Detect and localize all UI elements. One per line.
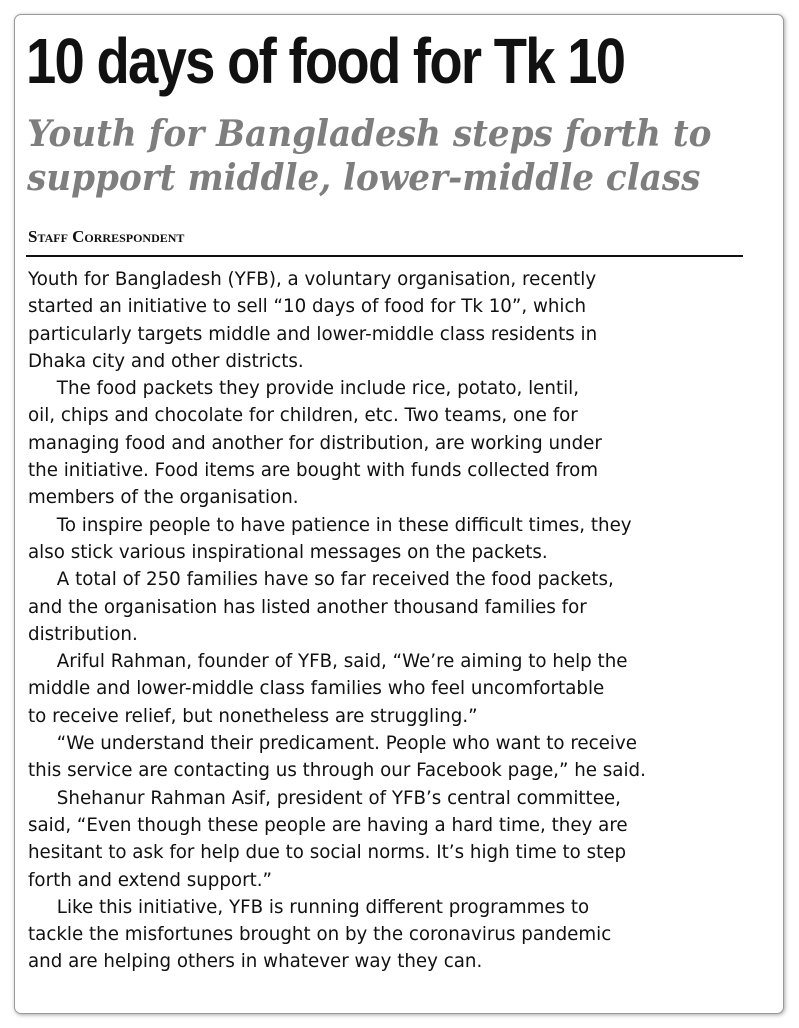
body-line: the initiative. Food items are bought with funds collected from: [28, 459, 599, 482]
body-line: and the organisation has listed another thousand families for: [28, 595, 587, 618]
body-line: A total of 250 families have so far received the food packets,: [56, 568, 614, 591]
byline: Staff Correspondent: [28, 227, 185, 246]
body-line: The food packets they provide include rice, potato, lentil,: [56, 377, 580, 400]
body-line: started an initiative to sell “10 days of food for Tk 10”, which: [28, 295, 587, 318]
body-line: forth and extend support.”: [28, 868, 272, 891]
article-body: [28, 266, 763, 976]
body-line: to receive relief, but nonetheless are struggling.”: [28, 704, 478, 727]
paragraph-families: [28, 566, 734, 648]
byline-divider: [26, 255, 743, 257]
subheadline-line: support middle, lower-middle class: [27, 157, 701, 199]
paragraph-intro: [28, 266, 734, 375]
body-line: said, “Even though these people are having a hard time, they are: [28, 813, 628, 836]
body-line: distribution.: [28, 622, 138, 645]
body-line: and are helping others in whatever way they can.: [28, 950, 483, 973]
subheadline: [27, 112, 711, 200]
paragraph-founder-quote: [28, 648, 734, 730]
body-line: members of the organisation.: [28, 486, 299, 509]
body-line: oil, chips and chocolate for children, etc. Two teams, one for: [28, 404, 578, 427]
body-line: hesitant to ask for help due to social norms. It’s high time to step: [28, 841, 627, 864]
body-line: particularly targets middle and lower-middle class residents in: [28, 322, 598, 345]
body-line: “We understand their predicament. People who want to receive: [56, 732, 637, 755]
body-line: middle and lower-middle class families who feel uncomfortable: [28, 677, 605, 700]
body-line: tackle the misfortunes brought on by the coronavirus pandemic: [28, 923, 612, 946]
paragraph-president-quote: [28, 785, 734, 894]
body-line: To inspire people to have patience in these difficult times, they: [56, 513, 632, 536]
body-line: Youth for Bangladesh (YFB), a voluntary organisation, recently: [28, 268, 597, 290]
body-line: Shehanur Rahman Asif, president of YFB’s central committee,: [56, 786, 621, 809]
paragraph-closing: [28, 894, 734, 976]
paragraph-food-packets: [28, 375, 734, 511]
body-line: this service are contacting us through our Facebook page,” he said.: [28, 759, 646, 782]
body-line: Dhaka city and other districts.: [28, 349, 304, 372]
paragraph-messages: [28, 512, 734, 567]
subheadline-line: Youth for Bangladesh steps forth to: [27, 113, 712, 155]
body-line: Like this initiative, YFB is running different programmes to: [56, 895, 590, 918]
body-line: Ariful Rahman, founder of YFB, said, “We’re aiming to help the: [56, 650, 628, 673]
body-line: managing food and another for distribution, are working under: [28, 431, 602, 454]
body-line: also stick various inspirational messages on the packets.: [28, 540, 548, 563]
headline: 10 days of food for Tk 10: [26, 25, 625, 97]
paragraph-facebook: [28, 730, 734, 785]
